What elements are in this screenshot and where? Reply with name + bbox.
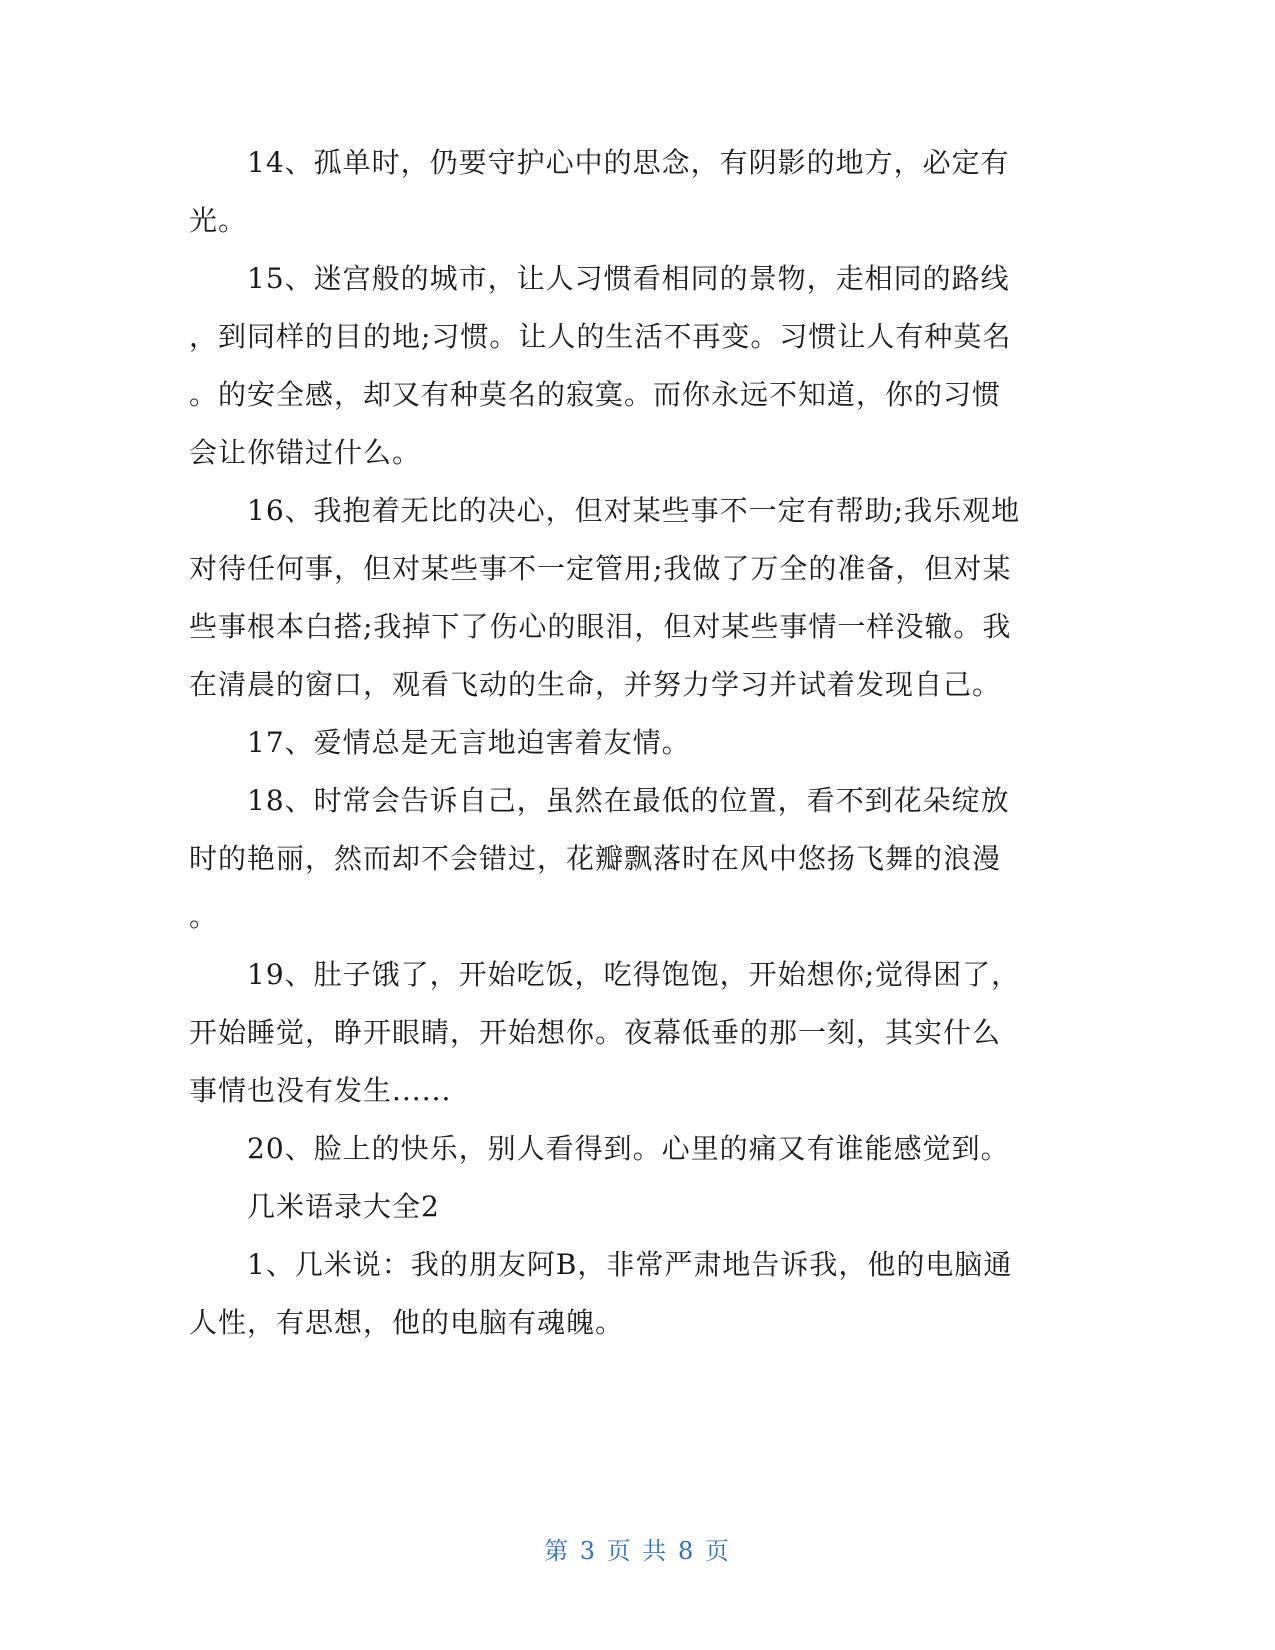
- text-line: 16、我抱着无比的决心，但对某些事不一定有帮助;我乐观地: [247, 494, 1021, 527]
- text-line: 18、时常会告诉自己，虽然在最低的位置，看不到花朵绽放: [247, 784, 1010, 817]
- text-line: 在清晨的窗口，观看飞动的生命，并努力学习并试着发现自己。: [189, 668, 1002, 701]
- text-line: 20、脸上的快乐，别人看得到。心里的痛又有谁能感觉到。: [247, 1132, 1010, 1165]
- page-footer: [0, 1535, 1275, 1567]
- footer-suffix: 页: [704, 1537, 731, 1565]
- section-heading: 几米语录大全2: [247, 1190, 440, 1223]
- text-line: 。: [189, 900, 219, 933]
- footer-prefix: 第: [544, 1537, 571, 1565]
- text-line: 人性，有思想，他的电脑有魂魄。: [189, 1306, 625, 1339]
- text-line: 事情也没有发生......: [189, 1074, 452, 1107]
- text-line: 会让你错过什么。: [189, 436, 422, 469]
- text-line: 对待任何事，但对某些事不一定管用;我做了万全的准备，但对某: [189, 552, 1012, 585]
- current-page-number: 3: [579, 1537, 598, 1565]
- total-page-count: 8: [677, 1537, 696, 1565]
- text-line: 时的艳丽，然而却不会错过，花瓣飘落时在风中悠扬飞舞的浪漫: [189, 842, 1002, 875]
- text-line: 1、几米说：我的朋友阿B，非常严肃地告诉我，他的电脑通: [247, 1248, 1013, 1281]
- text-line: 些事根本白搭;我掉下了伤心的眼泪，但对某些事情一样没辙。我: [189, 610, 1012, 643]
- text-line: 17、爱情总是无言地迫害着友情。: [247, 726, 691, 759]
- text-line: 开始睡觉，睁开眼睛，开始想你。夜幕低垂的那一刻，其实什么: [189, 1016, 1002, 1049]
- text-line: 光。: [189, 204, 248, 237]
- text-line: 15、迷宫般的城市，让人习惯看相同的景物，走相同的路线: [247, 262, 1010, 295]
- text-line: 。的安全感，却又有种莫名的寂寞。而你永远不知道，你的习惯: [189, 378, 1002, 411]
- footer-middle: 页 共: [606, 1537, 669, 1565]
- text-line: 14、孤单时，仍要守护心中的思念，有阴影的地方，必定有: [247, 146, 1010, 179]
- text-line: ，到同样的目的地;习惯。让人的生活不再变。习惯让人有种莫名: [189, 320, 1012, 353]
- text-line: 19、肚子饿了，开始吃饭，吃得饱饱，开始想你;觉得困了，: [247, 958, 1021, 991]
